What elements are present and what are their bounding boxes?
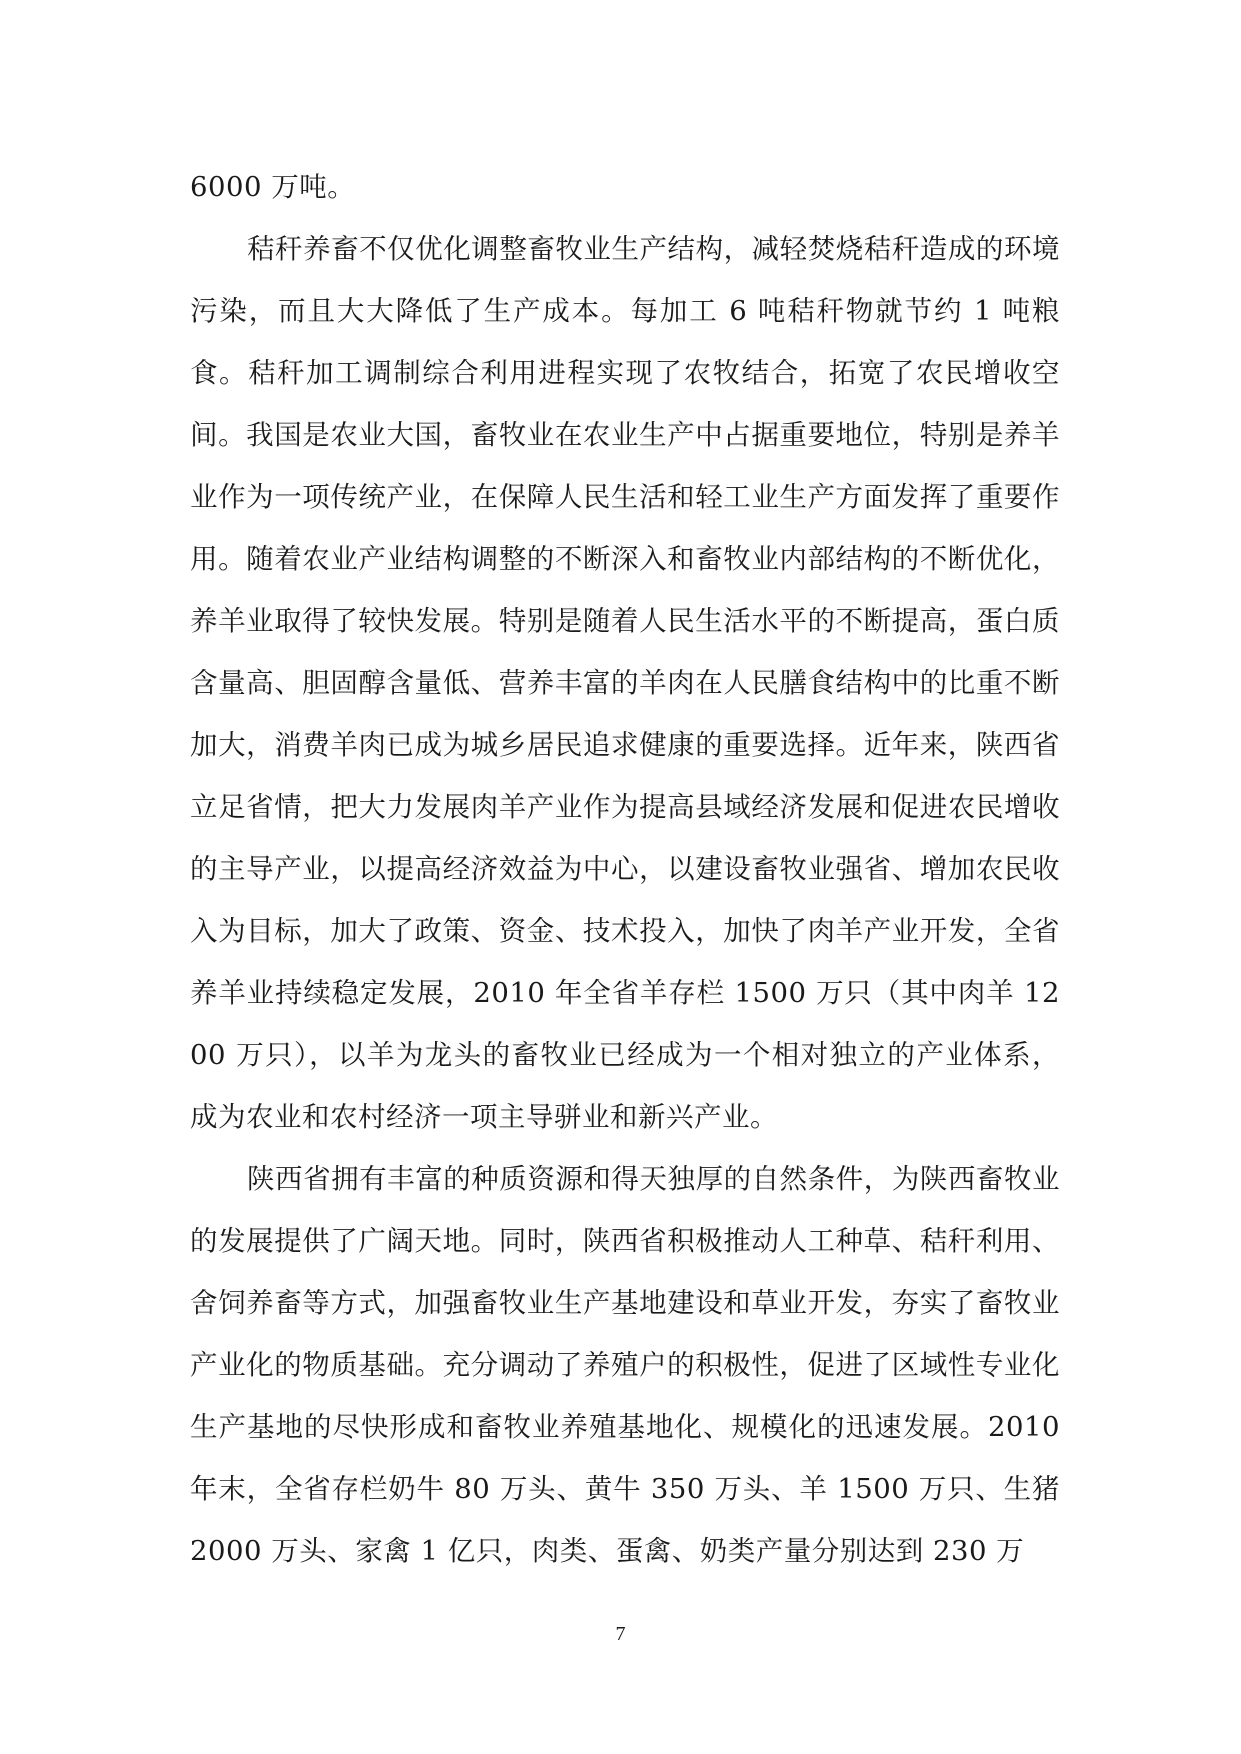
page-number: 7 bbox=[615, 1623, 626, 1645]
paragraph-continuation: 6000 万吨。 bbox=[190, 171, 356, 203]
paragraph-shaanxi-resources: 陕西省拥有丰富的种质资源和得天独厚的自然条件，为陕西畜牧业的发展提供了广阔天地。同时，陕西省积极推动人工种草、秸秆利用、舍饲养畜等方式，加强畜牧业生产基地建设和草业开发，夯实了畜牧业产业化的物质基础。充分调动了养殖户的积极性，促进了区域性专业化生产基地的尽快形成和畜牧业养殖基地化、规模化的迅速发展。2010 年末，全省存栏奶牛 80 万头、黄牛 350 万头、羊 1500 万只、生猪 2000 万头、家禽 1 亿只，肉类、蛋禽、奶类产量分别达到 230 万 bbox=[190, 1163, 1060, 1567]
document-body bbox=[190, 156, 1060, 1582]
paragraph-straw-feeding: 秸秆养畜不仅优化调整畜牧业生产结构，减轻焚烧秸秆造成的环境污染，而且大大降低了生产成本。每加工 6 吨秸秆物就节约 1 吨粮食。秸秆加工调制综合利用进程实现了农牧结合，拓宽了农民增收空间。我国是农业大国，畜牧业在农业生产中占据重要地位，特别是养羊业作为一项传统产业，在保障人民生活和轻工业生产方面发挥了重要作用。随着农业产业结构调整的不断深入和畜牧业内部结构的不断优化，养羊业取得了较快发展。特别是随着人民生活水平的不断提高，蛋白质含量高、胆固醇含量低、营养丰富的羊肉在人民膳食结构中的比重不断加大，消费羊肉已成为城乡居民追求健康的重要选择。近年来，陕西省立足省情，把大力发展肉羊产业作为提高县域经济发展和促进农民增收的主导产业，以提高经济效益为中心，以建设畜牧业强省、增加农民收入为目标，加大了政策、资金、技术投入，加快了肉羊产业开发，全省养羊业持续稳定发展，2010 年全省羊存栏 1500 万只（其中肉羊 1200 万只），以羊为龙头的畜牧业已经成为一个相对独立的产业体系，成为农业和农村经济一项主导骈业和新兴产业。 bbox=[190, 233, 1060, 1133]
